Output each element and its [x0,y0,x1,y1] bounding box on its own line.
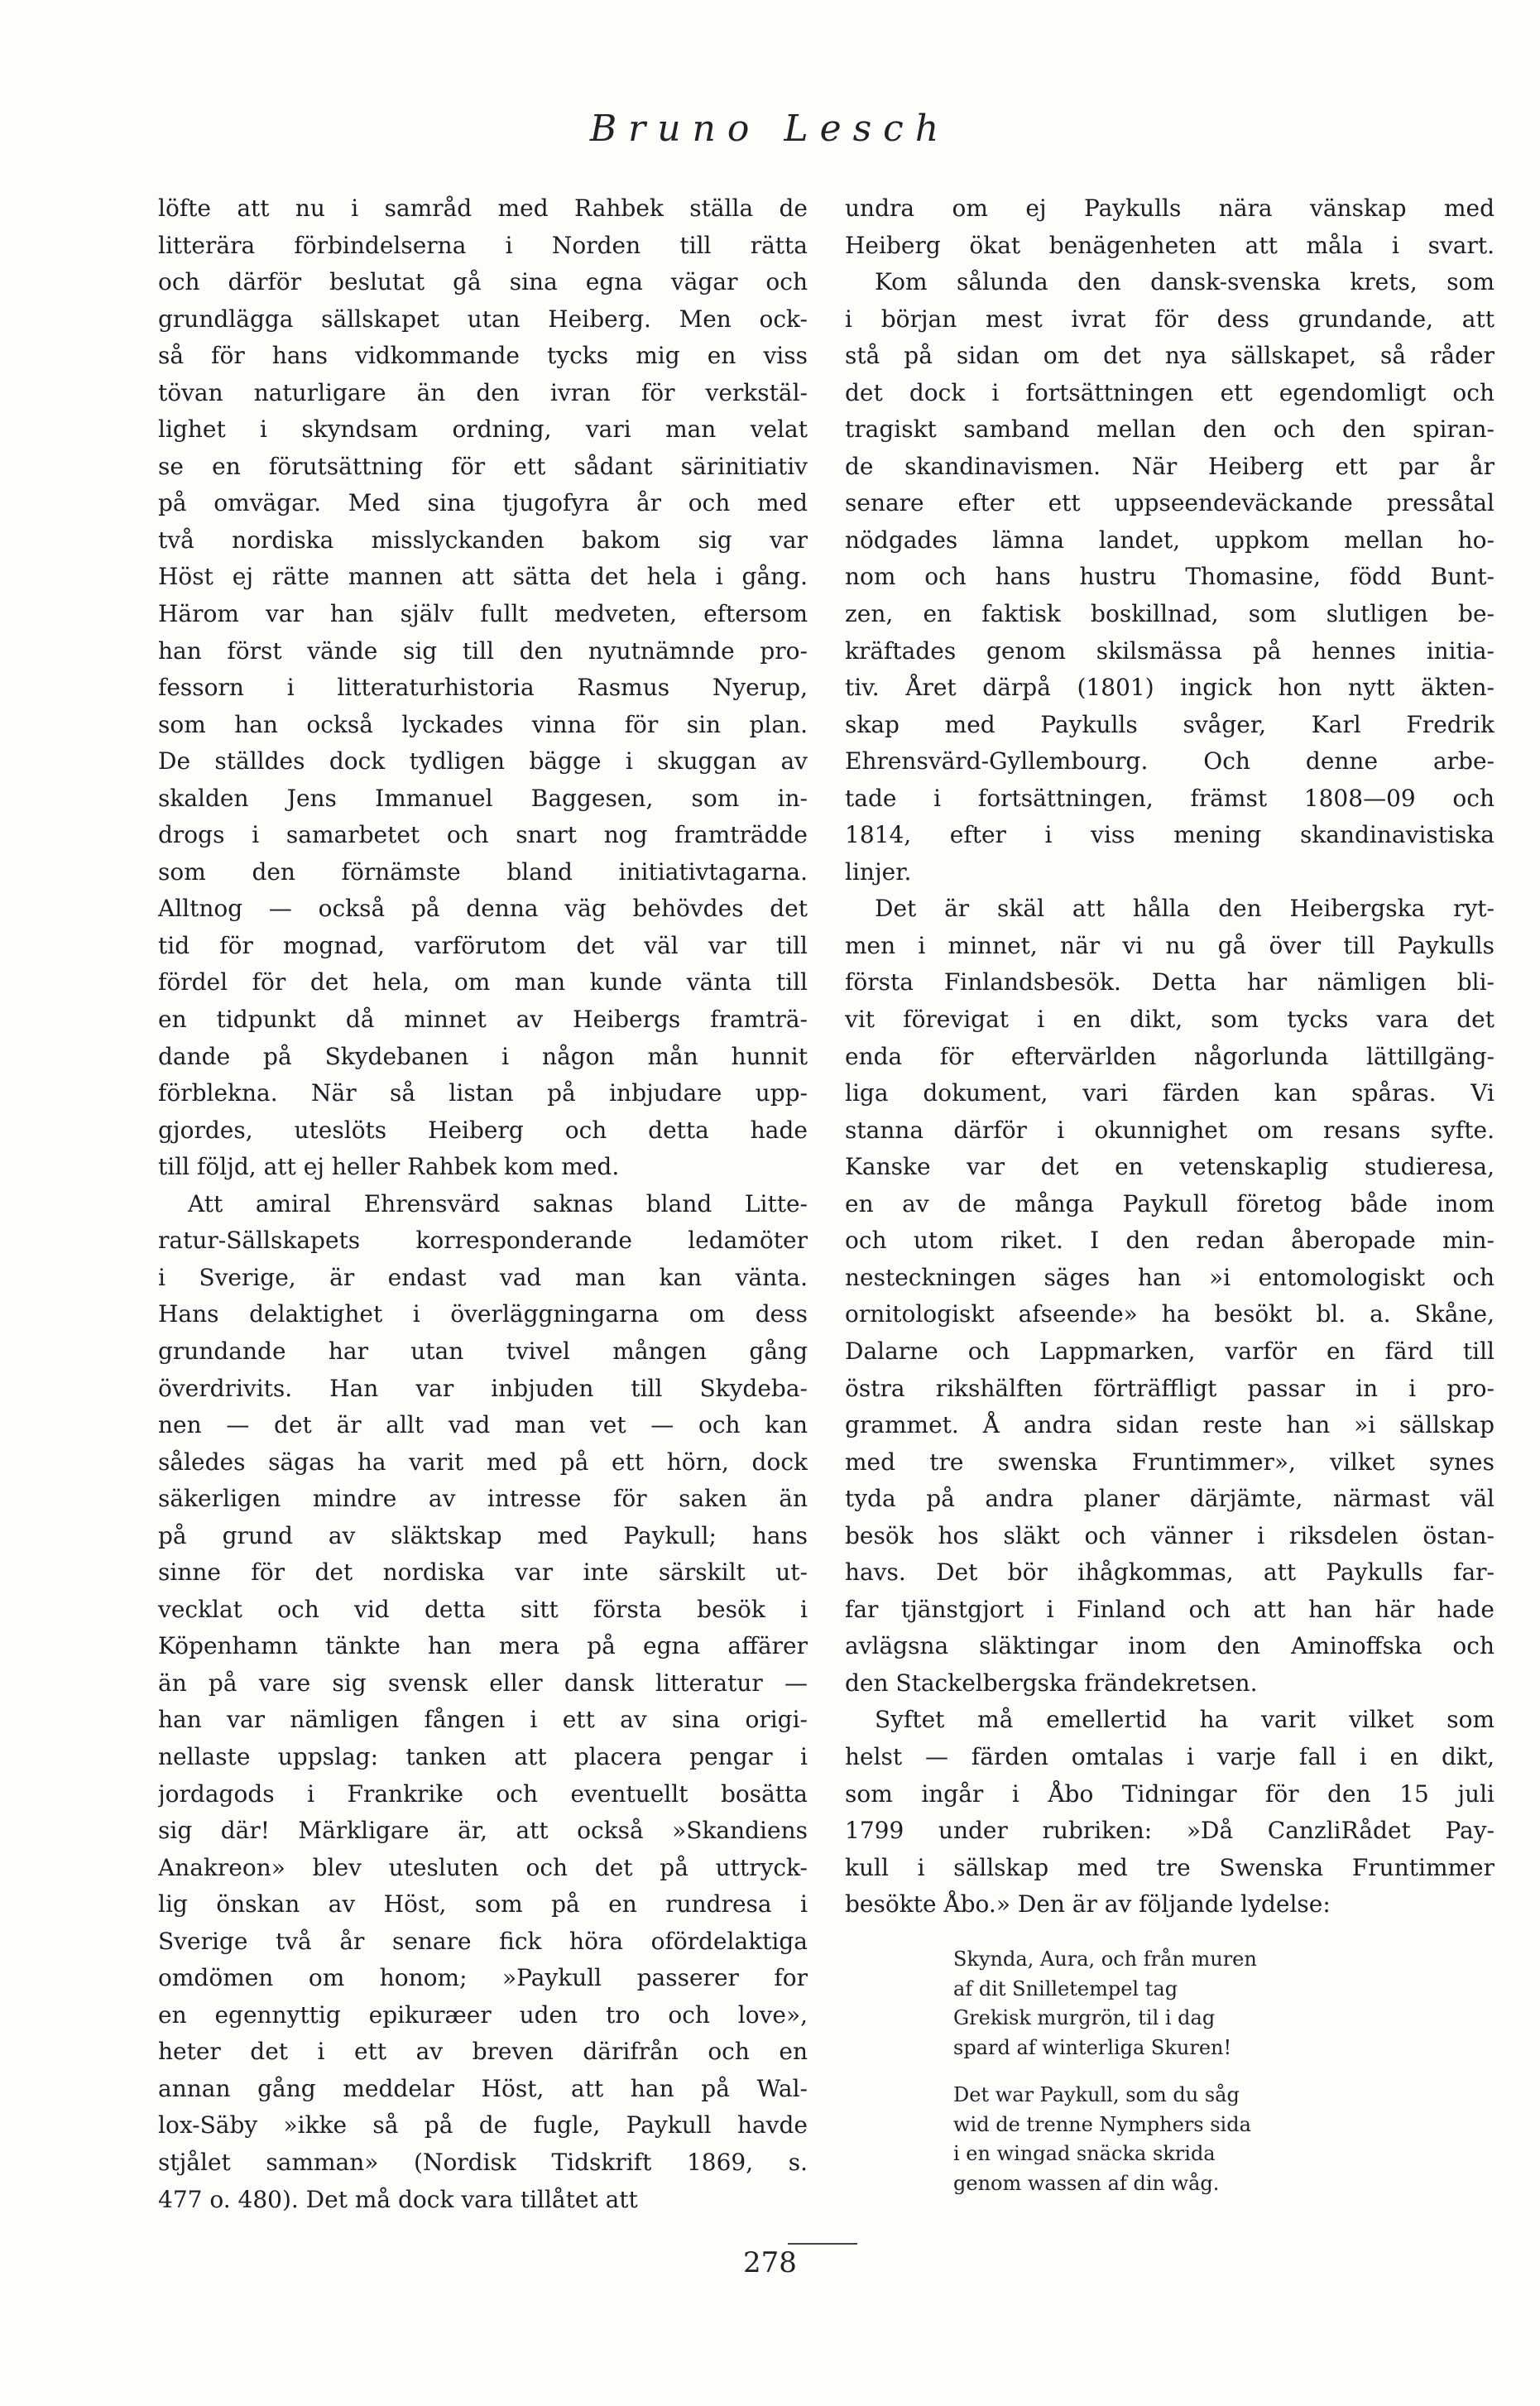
text-line: lighet i skyndsam ordning, vari man velat [158,415,808,444]
text-line: stjålet samman» (Nordisk Tidskrift 1869, s. [158,2148,808,2176]
text-line: havs. Det bör ihågkommas, att Paykulls far- [845,1558,1494,1587]
text-line: två nordiska misslyckanden bakom sig var [158,526,808,554]
text-line: en av de många Paykull företog både inom [845,1189,1494,1217]
text-line: tövan naturligare än den ivran för verkstäl- [158,378,808,406]
text-line: Härom var han själv fullt medveten, eftersom [158,600,808,628]
verse-line: wid de trenne Nymphers sida [953,2112,1251,2136]
text-line: nödgades lämna landet, uppkom mellan ho- [845,526,1494,554]
text-line: nom och hans hustru Thomasine, född Bunt- [845,563,1494,591]
text-line: som ingår i Åbo Tidningar för den 15 juli [845,1779,1494,1808]
text-line: fördel för det hela, om man kunde vänta till [158,968,808,996]
text-line: första Finlandsbesök. Detta har nämligen bli- [845,968,1494,996]
text-line: nesteckningen säges han »i entomologiskt och [845,1263,1494,1291]
text-line: ornitologiskt afseende» ha besökt bl. a. Skåne, [845,1300,1494,1328]
text-line: nen — det är allt vad man vet — och kan [158,1411,808,1439]
page-number: 278 [743,2246,797,2279]
text-line: grammet. Å andra sidan reste han »i sällskap [845,1411,1494,1439]
text-line: linjer. [845,857,912,886]
text-line: Sverige två år senare fick höra ofördelaktiga [158,1927,808,1955]
text-line: han först vände sig till den nyutnämnde pro- [158,636,808,665]
text-line: helst — färden omtalas i varje fall i en dikt, [845,1742,1494,1770]
right-text-column [845,190,1494,1923]
text-line: Alltnog — också på denna väg behövdes det [158,895,808,923]
verse-line: Det war Paykull, som du såg [953,2083,1240,2106]
text-line: zen, en faktisk boskillnad, som slutligen be- [845,600,1494,628]
text-line: avlägsna släktingar inom den Aminoffska och [845,1632,1494,1660]
text-line: lig önskan av Höst, som på en rundresa i [158,1890,808,1919]
text-line: förblekna. När så listan på inbjudare upp- [158,1079,808,1107]
text-line: skap med Paykulls svåger, Karl Fredrik [845,710,1494,738]
text-line: Anakreon» blev utesluten och det på uttryck- [158,1853,808,1881]
text-line: senare efter ett uppseendeväckande pressåtal [845,489,1494,517]
text-line: kull i sällskap med tre Swenska Fruntimmer [845,1853,1494,1881]
text-line: som han också lyckades vinna för sin plan. [158,710,808,738]
poem-block [953,1945,1417,2216]
text-line: tid för mognad, varförutom det väl var till [158,931,808,959]
poem-stanza [953,1945,1417,2063]
text-line: ratur-Sällskapets korresponderande ledamöter [158,1227,808,1255]
text-line: Syftet må emellertid ha varit vilket som [875,1706,1494,1734]
text-line: grundande har utan tvivel mången gång [158,1337,808,1365]
text-line: besök hos släkt och vänner i riksdelen östan- [845,1521,1494,1549]
text-line: den Stackelbergska frändekretsen. [845,1669,1258,1697]
text-line: på grund av släktskap med Paykull; hans [158,1521,808,1549]
text-line: tade i fortsättningen, främst 1808—09 och [845,784,1494,812]
running-head: Bruno Lesch [589,108,951,150]
text-line: Kom sålunda den dansk-svenska krets, som [875,268,1494,296]
text-line: 477 o. 480). Det må dock vara tillåtet att [158,2185,638,2213]
text-line: Dalarne och Lappmarken, varför en färd till [845,1337,1494,1365]
text-line: skalden Jens Immanuel Baggesen, som in- [158,784,808,812]
page-number-rule [788,2243,857,2245]
text-line: omdömen om honom; »Paykull passerer for [158,1964,808,1992]
text-line: men i minnet, när vi nu gå över till Paykulls [845,931,1494,959]
left-text-column [158,190,808,2218]
text-line: som den förnämste bland initiativtagarna. [158,857,808,886]
text-line: stanna därför i okunnighet om resans syfte. [845,1116,1494,1144]
verse-line: genom wassen af din wåg. [953,2171,1220,2195]
text-line: en egennyttig epikuræer uden tro och love», [158,2000,808,2029]
text-line: stå på sidan om det nya sällskapet, så råder [845,342,1494,370]
text-line: Kanske var det en vetenskaplig studieresa, [845,1153,1494,1181]
text-line: till följd, att ej heller Rahbek kom med. [158,1153,620,1181]
text-line: än på vare sig svensk eller dansk litteratur — [158,1669,808,1697]
text-line: annan gång meddelar Höst, att han på Wal- [158,2074,808,2102]
text-line: vit förevigat i en dikt, som tycks vara det [845,1006,1494,1034]
text-line: De ställdes dock tydligen bägge i skuggan av [158,747,808,776]
text-line: sinne för det nordiska var inte särskilt ut- [158,1558,808,1587]
text-line: och utom riket. I den redan åberopade min- [845,1227,1494,1255]
text-line: Ehrensvärd-Gyllembourg. Och denne arbe- [845,747,1494,776]
text-line: jordagods i Frankrike och eventuellt bosätta [158,1779,808,1808]
verse-line: spard af winterliga Skuren! [953,2035,1232,2059]
text-line: heter det i ett av breven därifrån och en [158,2038,808,2066]
text-line: liga dokument, vari färden kan spåras. Vi [845,1079,1494,1107]
text-line: litterära förbindelserna i Norden till rätta [158,231,808,259]
text-line: med tre swenska Fruntimmer», vilket synes [845,1448,1494,1476]
text-line: grundlägga sällskapet utan Heiberg. Men ock- [158,305,808,333]
text-line: Det är skäl att hålla den Heibergska ryt- [875,895,1494,923]
text-line: sig där! Märkligare är, att också »Skandiens [158,1817,808,1845]
verse-line: af dit Snilletempel tag [953,1976,1178,2000]
text-line: kräftades genom skilsmässa på hennes initia- [845,636,1494,665]
text-line: Hans delaktighet i överläggningarna om dess [158,1300,808,1328]
text-line: enda för eftervärlden någorlunda lättillgäng- [845,1042,1494,1070]
text-line: Höst ej rätte mannen att sätta det hela i gång. [158,563,808,591]
text-line: tyda på andra planer därjämte, närmast väl [845,1485,1494,1513]
text-line: tragiskt samband mellan den och den spiran- [845,415,1494,444]
text-line: så för hans vidkommande tycks mig en viss [158,342,808,370]
text-line: överdrivits. Han var inbjuden till Skydeba- [158,1374,808,1402]
text-line: Köpenhamn tänkte han mera på egna affärer [158,1632,808,1660]
text-line: östra rikshälften förträffligt passar in i pro- [845,1374,1494,1402]
verse-line: Skynda, Aura, och från muren [953,1947,1257,1971]
text-line: och därför beslutat gå sina egna vägar och [158,268,808,296]
verse-line: Grekisk murgrön, til i dag [953,2006,1216,2029]
text-line: gjordes, uteslöts Heiberg och detta hade [158,1116,808,1144]
text-line: undra om ej Paykulls nära vänskap med [845,194,1494,222]
text-line: således sägas ha varit med på ett hörn, dock [158,1448,808,1476]
text-line: vecklat och vid detta sitt första besök i [158,1595,808,1623]
text-line: 1799 under rubriken: »Då CanzliRådet Pay- [845,1817,1494,1845]
text-line: fessorn i litteraturhistoria Rasmus Nyerup, [158,674,808,702]
text-line: det dock i fortsättningen ett egendomligt och [845,378,1494,406]
text-line: Heiberg ökat benägenheten att måla i svart. [845,231,1494,259]
text-line: dande på Skydebanen i någon mån hunnit [158,1042,808,1070]
text-line: nellaste uppslag: tanken att placera pengar i [158,1742,808,1770]
text-line: lox-Säby »ikke så på de fugle, Paykull havde [158,2111,808,2139]
text-line: säkerligen mindre av intresse för saken än [158,1485,808,1513]
text-line: löfte att nu i samråd med Rahbek ställa de [158,194,808,222]
text-line: Att amiral Ehrensvärd saknas bland Litte- [188,1189,808,1217]
text-line: en tidpunkt då minnet av Heibergs framträ- [158,1006,808,1034]
text-line: han var nämligen fången i ett av sina origi- [158,1706,808,1734]
text-line: far tjänstgjort i Finland och att han här hade [845,1595,1494,1623]
poem-stanza [953,2081,1417,2198]
text-line: på omvägar. Med sina tjugofyra år och med [158,489,808,517]
text-line: se en förutsättning för ett sådant särinitiativ [158,452,808,480]
text-line: i början mest ivrat för dess grundande, att [845,305,1494,333]
text-line: tiv. Året därpå (1801) ingick hon nytt äkten- [845,674,1494,702]
text-line: besökte Åbo.» Den är av följande lydelse: [845,1890,1331,1919]
text-line: drogs i samarbetet och snart nog framträdde [158,821,808,849]
verse-line: i en wingad snäcka skrida [953,2142,1216,2165]
text-line: 1814, efter i viss mening skandinavistiska [845,821,1494,849]
text-line: de skandinavismen. När Heiberg ett par år [845,452,1494,480]
text-line: i Sverige, är endast vad man kan vänta. [158,1263,808,1291]
